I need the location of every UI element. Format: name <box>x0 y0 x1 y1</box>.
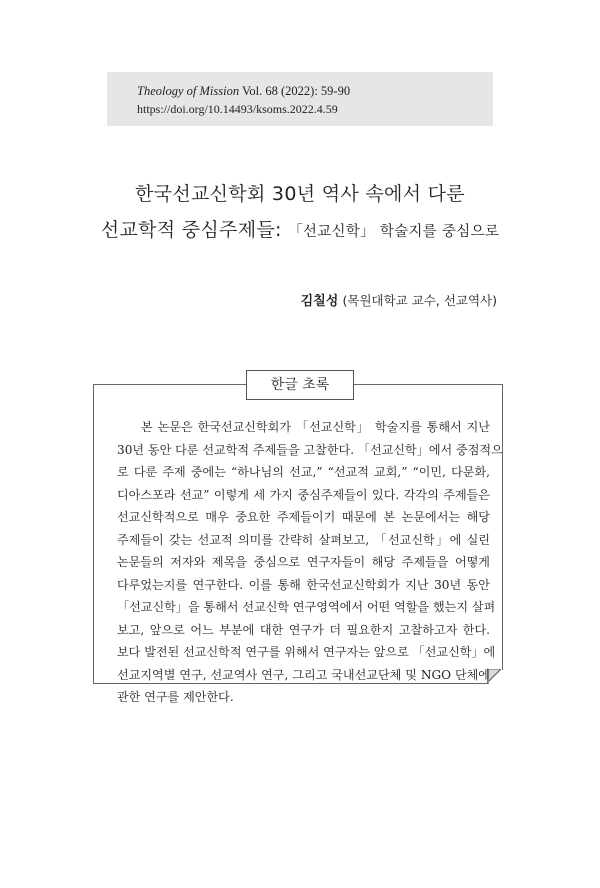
abstract-line: 논문들의 저자와 제목을 중심으로 연구자들이 해당 주제들을 어떻게 <box>117 555 490 569</box>
author-name: 김칠성 <box>300 294 339 309</box>
abstract-line: 주제들이 갖는 선교적 의미를 간략히 살펴보고, 「선교신학」에 실린 <box>117 532 490 547</box>
abstract-line: 보고, 앞으로 어느 부분에 대한 연구가 더 필요한지 고찰하고자 한다. <box>117 622 490 637</box>
abstract-label: 한글 초록 <box>246 370 354 400</box>
journal-info-box <box>107 72 493 126</box>
paper-subtitle: 「선교신학」 학술지를 중심으로 <box>288 224 500 240</box>
abstract-line: 선교신학적으로 매우 중요한 주제들이기 때문에 본 논문에서는 해당 <box>117 510 490 524</box>
abstract-line: 관한 연구를 제안한다. <box>117 690 234 704</box>
abstract-line: 30년 동안 다룬 선교학적 주제들을 고찰한다. 「선교신학」에서 중점적으 <box>117 442 503 457</box>
journal-name: Theology of Mission <box>137 84 240 98</box>
author-affiliation: (목원대학교 교수, 선교역사) <box>342 293 497 308</box>
abstract-line: 로 다룬 주제 중에는 “하나님의 선교,” “선교적 교회,” “이민, 다문화, <box>117 465 490 479</box>
journal-citation <box>137 84 350 99</box>
author-line <box>301 290 497 309</box>
paper-title-main: 선교학적 중심주제들: <box>100 219 282 241</box>
abstract-line: 다루었는지를 연구한다. 이를 통해 한국선교신학회가 지난 30년 동안 <box>117 577 490 592</box>
abstract-line: 디아스포라 선교” 이렇게 세 가지 중심주제들이 있다. 각각의 주제들은 <box>117 487 490 502</box>
abstract-text <box>117 416 503 709</box>
abstract-line: 선교지역별 연구, 선교역사 연구, 그리고 국내선교단체 및 NGO 단체에 <box>117 667 490 682</box>
doi-link[interactable]: https://doi.org/10.14493/ksoms.2022.4.59 <box>137 102 338 116</box>
paper-title-line1: 한국선교신학회 30년 역사 속에서 다룬 <box>135 183 465 205</box>
journal-volume: Vol. 68 (2022): 59-90 <box>242 84 351 98</box>
abstract-line: 본 논문은 한국선교신학회가 「선교신학」 학술지를 통해서 지난 <box>141 420 490 434</box>
paper-title-line2 <box>0 215 600 242</box>
abstract-line: 보다 발전된 선교신학적 연구를 위해서 연구자는 앞으로 「선교신학」에 <box>117 645 496 659</box>
abstract-line: 「선교신학」을 통해서 선교신학 연구영역에서 어떤 역할을 했는지 살펴 <box>117 600 496 614</box>
